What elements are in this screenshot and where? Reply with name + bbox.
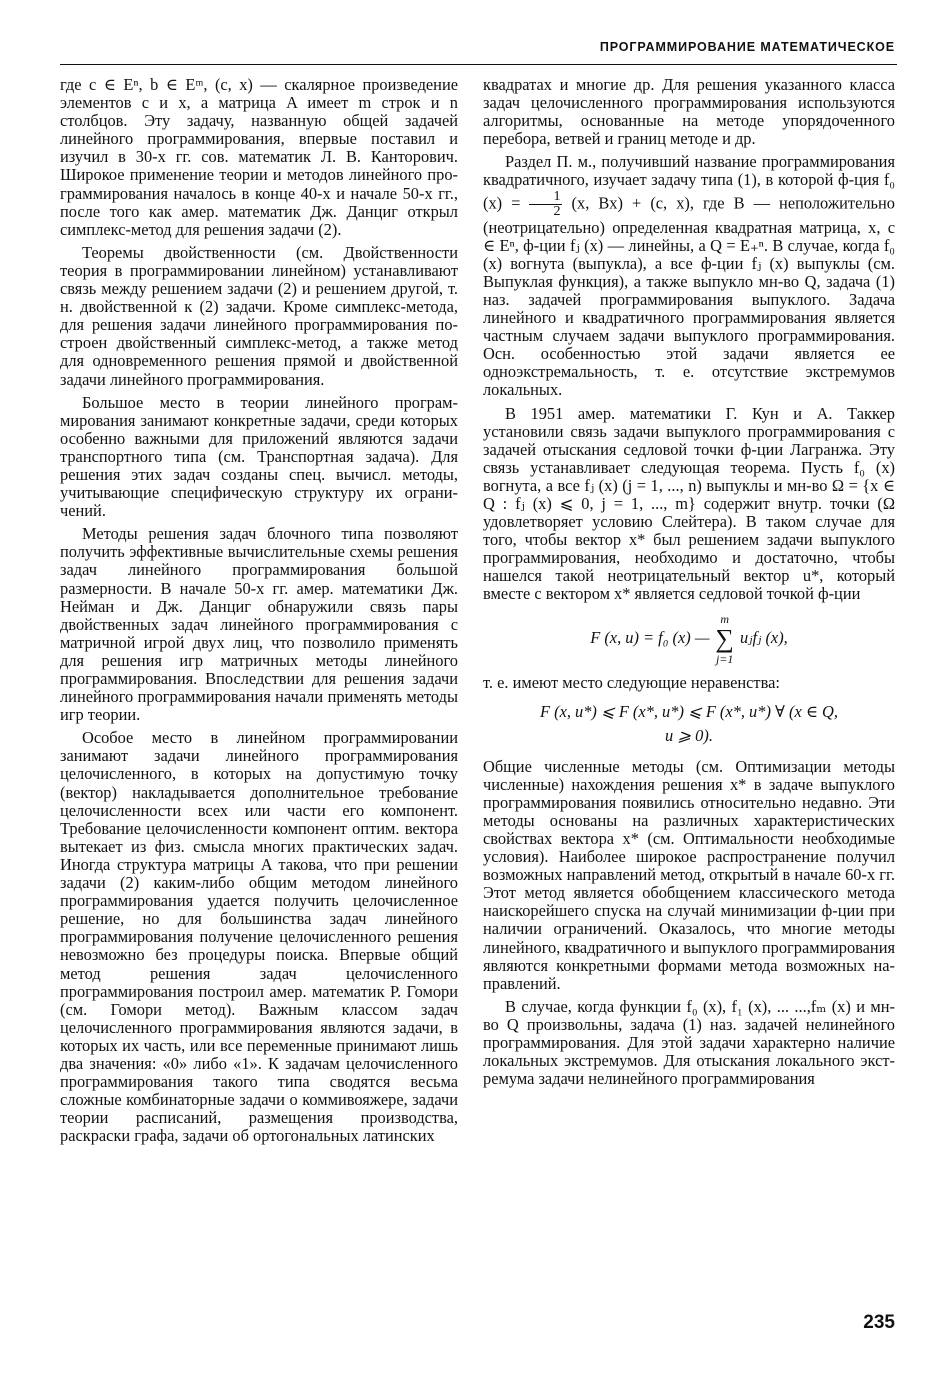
sum-upper-limit: m bbox=[720, 611, 730, 626]
sum-lower-limit: j=1 bbox=[715, 651, 734, 666]
left-paragraph-4: Методы решения задач блочного типа позволяют получить эффективные вычислительные схемы решения задач линейного программирования большой размерности. В начале 50-х гг. амер. математики Дж. Нейман и Дж. Данциг обнаружили связь пары двойственных задач линейного программирования с матричной игрой двух лиц, что позволило применять для решения игр матричных методы линейного программирования. Впоследствии для решения задачи линейного программирования начали применять методы игр теории. bbox=[60, 524, 458, 725]
fraction-numerator: 1 bbox=[529, 190, 562, 205]
right-paragraph-1: квадратах и многие др. Для решения указанного класса задач целочисленного программирования используются алгоритмы, основанные на методе упорядоченного перебора, ветвей и границ методе и др. bbox=[483, 75, 895, 149]
right-paragraph-5: Общие численные методы (см. Оптимизации методы численные) нахождения решения x* в задаче выпуклого программирования появились относительно недавно. Эти методы основаны на различных характеристических свойствах вектора x* (см. Оптимальности необходимые условия). Наиболее широкое распространение получил возможных направлений метод, открытый в начале 60-х гг. Этот метод является обобщением классического метода наискорейшего спуска на случай минимизации ф-ции при наличии ограничений. Оказалось, что многие методы линейного, квадратичного и выпуклого программирования являются конкретными формами метода возможных направлений. bbox=[483, 756, 896, 993]
one-half-fraction bbox=[529, 190, 562, 219]
right-column bbox=[483, 76, 895, 1088]
inequality-line-2: u ⩾ 0). bbox=[665, 725, 713, 745]
right-paragraph-6: В случае, когда функции f₀ (x), f₁ (x), ... ...,fₘ (x) и мн-во Q произвольны, задача (1) наз. задачей нелинейного программирования. Для этой задачи характерно наличие локальных экстремумов. Для отыскания локального экстремума задачи нелинейного программирования bbox=[483, 996, 895, 1089]
running-title: ПРОГРАММИРОВАНИЕ МАТЕМАТИЧЕСКОЕ bbox=[599, 40, 895, 54]
right-paragraph-2 bbox=[483, 153, 895, 399]
left-paragraph-2: Теоремы двойственности (см. Двойственности теория в программировании линейном) устанавливают связь между решением задачи (2) и решением другой, т. н. двойственной к (2) задачи. Кроме симплекс-метода, для решения задачи линейного программирования построен двойственный симплекс-метод, а также метод для одновременного решения прямой и двойственной задачи линейного программирования. bbox=[60, 242, 458, 389]
left-paragraph-1: где c ∈ Eⁿ, b ∈ Eᵐ, (c, x) — скалярное произведение элементов c и x, а матрица A имеет m строк и n столбцов. Эту задачу, названную общей задачей линейного программирования, впервые поставил и изучил в 30-х гг. сов. математик Л. В. Канторович. Широкое применение теории и методов линейного программирования началось в конце 40-х и начале 50-х гг., после того как амер. математик Дж. Данциг открыл симплекс-метод для решения задачи (2). bbox=[60, 75, 458, 239]
sigma-symbol: ∑ bbox=[715, 623, 734, 653]
saddle-point-inequality bbox=[483, 700, 895, 748]
left-paragraph-5: Особое место в линейном программировании занимают задачи линейного программирования целочисленного, в которых на допустимую точку (вектор) накладывается дополнительное требование целочисленности всех или части его компонент. Требование целочисленности компонент оптим. вектора вытекает из физ. смысла многих практических задач. Иногда структура матрицы A такова, что при решении задачи (2) каким-либо общим методом линейного программирования удается получить целочисленное решение, но для большинства задач линейного программирования получение целочисленного решения невозможно без процедуры поиска. Впервые общий метод решения задач целочисленного программирования построил амер. математик Р. Гомори (см. Гомори метод). Важным классом задач целочисленного программирования являются задачи, в которых их часть, или все переменные принимают лишь два значения: «0» либо «1». К задачам целочисленного программирования такого типа сводятся весьма сложные комбинаторные задачи о коммивояжере, задачи теории расписаний, размещения производства, раскраски графа, задачи об ортогональных латинских bbox=[60, 728, 458, 1146]
formula-left-side: F (x, u) = f₀ (x) — bbox=[590, 628, 710, 648]
left-column bbox=[60, 76, 458, 1145]
quadratic-intro-text: Раздел П. м., получивший название программирования квадратичного, изучает задачу типа (1), в которой ф-ция f₀ (x) = bbox=[483, 152, 895, 212]
inequality-line-1: F (x, u*) ⩽ F (x*, u*) ⩽ F (x*, u*) ∀ (x ∈ Q, bbox=[540, 701, 838, 721]
page-number: 235 bbox=[863, 1312, 895, 1333]
quadratic-continuation-text: (x, Bx) + (c, x), где B — неположительно (неотрицательно) определенная квадратная матрица, x, c ∈ Eⁿ, ф-ции fⱼ (x) — линейны, а Q = E₊ⁿ. В случае, когда f₀ (x) вогнута (выпукла), а все ф-ции fⱼ (x) выпуклы (см. Выпуклая функция), а также выпукло мн-во Q, задача (1) наз. задачей программирования выпуклого. Задача линейного и квадратичного программирования является частным случаем задачи выпуклого программирования. Осн. особенностью этой задачи является ее одноэкстремальность, т. е. отсутствие экстремумов локальных. bbox=[483, 192, 895, 400]
lagrange-formula bbox=[483, 612, 895, 666]
right-paragraph-3: В 1951 амер. математики Г. Кун и А. Таккер установили связь задачи выпуклого программирования с задачей отыскания седловой точки ф-ции Лагранжа. Эту связь устанавливает следующая теорема. Пусть f₀ (x) вогнута, а все fⱼ (x) (j = 1, ..., n) выпуклы и мн-во Ω = {x ∈ Q : fⱼ (x) ⩽ 0, j = 1, ..., m} содержит внутр. точки (Ω удовлетворяет условию Слейтера). В таком случае для того, чтобы вектор x* был решением задачи выпуклого программирования, необходимо и достаточно, чтобы нашелся такой неотрицательный вектор u*, который вместе с вектором x* является седловой точкой ф-ции bbox=[483, 403, 895, 604]
summation-operator bbox=[715, 612, 734, 666]
fraction-denominator: 2 bbox=[553, 203, 561, 219]
left-paragraph-3: Большое место в теории линейного программирования занимают конкретные задачи, среди которых особенно важными для приложений являются задачи транспортного типа (см. Транспортная задача). Для решения этих задач созданы спец. вычисл. методы, учитывающие специфическую структуру их ограничений. bbox=[60, 392, 458, 521]
right-paragraph-4: т. е. имеют место следующие неравенства: bbox=[483, 672, 780, 692]
header-rule bbox=[60, 64, 897, 65]
formula-right-side: uⱼfⱼ (x), bbox=[739, 628, 788, 648]
